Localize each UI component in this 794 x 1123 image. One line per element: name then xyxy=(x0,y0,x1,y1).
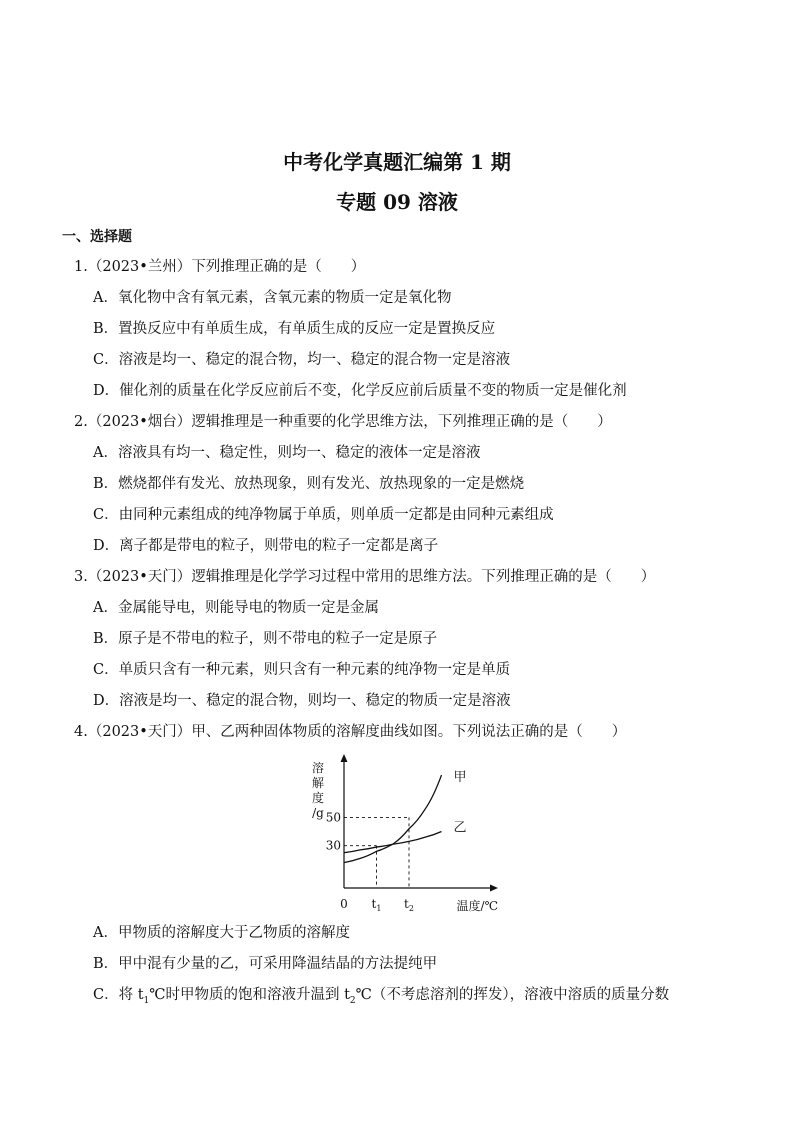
option-b: B．甲中混有少量的乙，可采用降温结晶的方法提纯甲 xyxy=(93,956,438,972)
question-source: （2023•兰州） xyxy=(87,259,192,275)
option-c: C．溶液是均一、稳定的混合物，均一、稳定的混合物一定是溶液 xyxy=(93,352,511,368)
question-number: 1. xyxy=(74,259,88,275)
y-axis-label: /g xyxy=(312,806,324,820)
question-stem: 逻辑推理是一种重要的化学思维方法，下列推理正确的是（ ） xyxy=(191,414,612,430)
question-source: （2023•天门） xyxy=(87,569,192,585)
option-b: B．置换反应中有单质生成，有单质生成的反应一定是置换反应 xyxy=(93,321,496,337)
y-axis-label: 解 xyxy=(311,776,325,790)
x-tick-label: $t_1$ xyxy=(371,897,382,913)
series-label-2: 乙 xyxy=(453,820,467,836)
origin-label: 0 xyxy=(340,897,348,911)
document-title: 中考化学真题汇编第 1 期 xyxy=(283,150,511,174)
option-b: B．燃烧都伴有发光、放热现象，则有发光、放热现象的一定是燃烧 xyxy=(93,476,525,492)
option-a: A．金属能导电，则能导电的物质一定是金属 xyxy=(93,600,379,616)
section-heading: 一、选择题 xyxy=(62,229,132,245)
series-line-2 xyxy=(344,832,442,853)
option-c: C．由同种元素组成的纯净物属于单质，则单质一定都是由同种元素组成 xyxy=(93,507,554,523)
question-1 xyxy=(74,258,365,276)
option-c: C．单质只含有一种元素，则只含有一种元素的纯净物一定是单质 xyxy=(93,662,511,678)
option-a: A．溶液具有均一、稳定性，则均一、稳定的液体一定是溶液 xyxy=(93,445,481,461)
y-axis-arrow xyxy=(341,754,348,762)
y-axis-label: 溶 xyxy=(311,761,325,775)
question-source: （2023•天门） xyxy=(87,724,192,740)
series-label-1: 甲 xyxy=(453,770,467,786)
question-stem: 甲、乙两种固体物质的溶解度曲线如图。下列说法正确的是（ ） xyxy=(191,724,627,740)
question-source: （2023•烟台） xyxy=(87,414,192,430)
question-number: 2. xyxy=(74,414,88,430)
x-axis-label: 温度/℃ xyxy=(456,899,498,913)
solubility-chart xyxy=(300,752,500,920)
question-number: 3. xyxy=(74,569,88,585)
question-4 xyxy=(74,723,626,741)
x-axis-arrow xyxy=(490,885,498,892)
question-2 xyxy=(74,413,612,431)
question-stem: 逻辑推理是化学学习过程中常用的思维方法。下列推理正确的是（ ） xyxy=(191,569,656,585)
series-line-1 xyxy=(344,775,442,863)
option-d: D．离子都是带电的粒子，则带电的粒子一定都是离子 xyxy=(93,538,439,554)
option-d: D．催化剂的质量在化学反应前后不变，化学反应前后质量不变的物质一定是催化剂 xyxy=(93,383,627,399)
x-tick-label: $t_2$ xyxy=(404,897,414,913)
y-axis-label: 度 xyxy=(311,791,325,805)
question-stem: 下列推理正确的是（ ） xyxy=(191,259,366,275)
option-d: D．溶液是均一、稳定的混合物，则均一、稳定的物质一定是溶液 xyxy=(93,693,511,709)
option-a: A．氧化物中含有氧元素，含氧元素的物质一定是氧化物 xyxy=(93,290,452,306)
option-a: A．甲物质的溶解度大于乙物质的溶解度 xyxy=(93,925,350,941)
question-number: 4. xyxy=(74,724,88,740)
option-b: B．原子是不带电的粒子，则不带电的粒子一定是原子 xyxy=(93,631,438,647)
document-subtitle: 专题 09 溶液 xyxy=(336,190,458,214)
y-tick-label: 30 xyxy=(325,838,341,853)
option-c: C．将 $t_1℃$时甲物质的饱和溶液升温到 $t_2℃$（不考虑溶剂的挥发），溶液中溶质的质量分数 xyxy=(93,987,670,1006)
y-tick-label: 50 xyxy=(325,810,341,825)
question-3 xyxy=(74,568,655,586)
